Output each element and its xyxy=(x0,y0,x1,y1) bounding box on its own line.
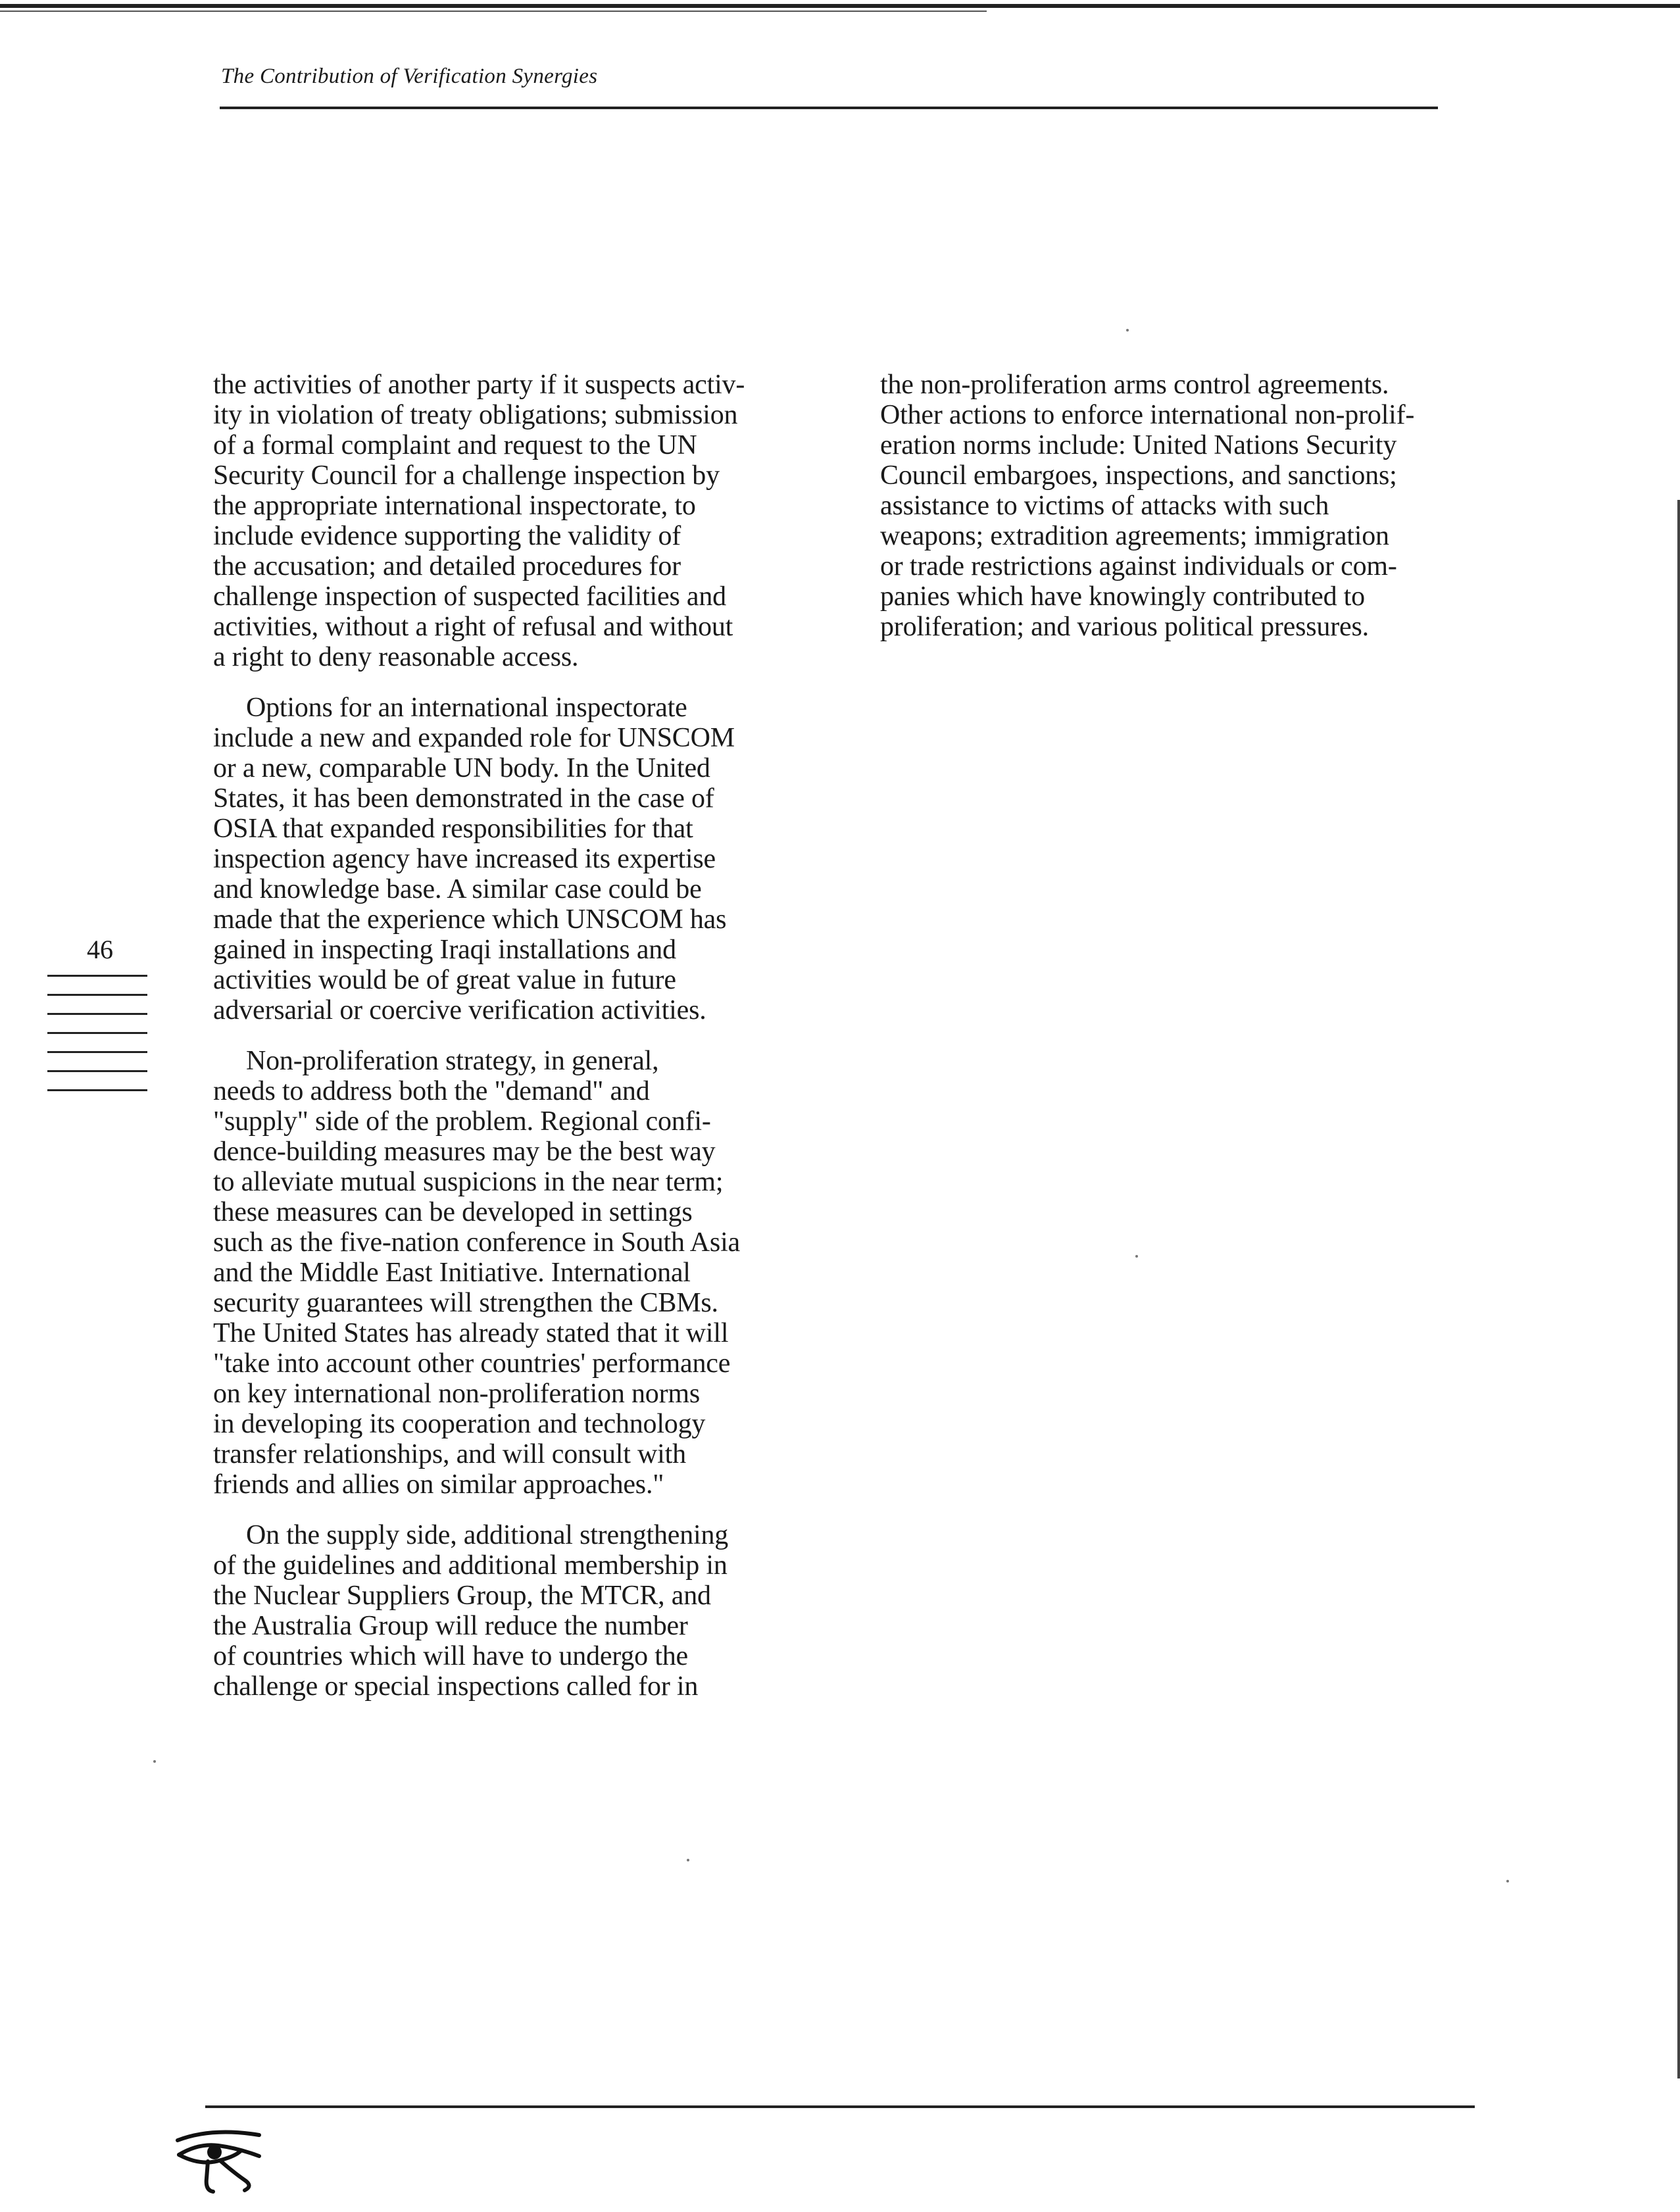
right-column xyxy=(880,370,1485,662)
text-line: the appropriate international inspectorate, to xyxy=(213,491,696,521)
footer-rule xyxy=(205,2105,1475,2108)
text-line: eration norms include: United Nations Security xyxy=(880,430,1397,460)
text-line: the activities of another party if it suspects activ- xyxy=(213,370,745,400)
scan-top-border-thin xyxy=(0,11,987,12)
text-line: gained in inspecting Iraqi installations and xyxy=(213,935,676,965)
text-line: of countries which will have to undergo the xyxy=(213,1641,688,1671)
text-line: panies which have knowingly contributed to xyxy=(880,581,1365,612)
margin-rule xyxy=(47,1051,147,1053)
text-line: and the Middle East Initiative. International xyxy=(213,1258,691,1288)
text-line: activities would be of great value in future xyxy=(213,965,676,995)
text-line: a right to deny reasonable access. xyxy=(213,642,579,672)
text-line: proliferation; and various political pressures. xyxy=(880,612,1369,642)
text-line: Non-proliferation strategy, in general, xyxy=(246,1046,659,1076)
text-line: security guarantees will strengthen the CBMs. xyxy=(213,1288,718,1318)
scan-edge-shadow xyxy=(1677,500,1680,2078)
margin-rules xyxy=(47,975,147,1108)
text-line: Security Council for a challenge inspection by xyxy=(213,460,720,491)
paragraph xyxy=(213,1046,812,1500)
left-column xyxy=(213,370,812,1722)
text-line: made that the experience which UNSCOM has xyxy=(213,904,727,935)
text-line: include a new and expanded role for UNSCOM xyxy=(213,723,735,753)
text-line: include evidence supporting the validity of xyxy=(213,521,681,551)
text-line: and knowledge base. A similar case could be xyxy=(213,874,702,904)
text-line: these measures can be developed in settings xyxy=(213,1197,693,1227)
text-line: adversarial or coercive verification activities. xyxy=(213,995,706,1025)
text-line: "supply" side of the problem. Regional confi- xyxy=(213,1106,711,1137)
text-line: the non-proliferation arms control agreements. xyxy=(880,370,1389,400)
margin-rule xyxy=(47,1013,147,1015)
text-line: friends and allies on similar approaches." xyxy=(213,1469,664,1500)
text-line: Options for an international inspectorate xyxy=(246,693,687,723)
margin-rule xyxy=(47,994,147,996)
scan-speck xyxy=(1506,1880,1509,1882)
text-line: "take into account other countries' performance xyxy=(213,1348,731,1379)
text-line: assistance to victims of attacks with such xyxy=(880,491,1329,521)
text-line: or trade restrictions against individuals or com- xyxy=(880,551,1397,581)
text-line: in developing its cooperation and technology xyxy=(213,1409,706,1439)
text-line: transfer relationships, and will consult with xyxy=(213,1439,686,1469)
text-line: OSIA that expanded responsibilities for that xyxy=(213,814,693,844)
text-line: the Nuclear Suppliers Group, the MTCR, and xyxy=(213,1581,711,1611)
text-line: the accusation; and detailed procedures for xyxy=(213,551,681,581)
text-line: Other actions to enforce international non-prolif- xyxy=(880,400,1415,430)
text-line: weapons; extradition agreements; immigration xyxy=(880,521,1389,551)
margin-rule xyxy=(47,1032,147,1034)
text-line: of a formal complaint and request to the UN xyxy=(213,430,697,460)
scan-speck xyxy=(153,1760,156,1763)
paragraph xyxy=(213,370,812,672)
scan-top-border xyxy=(0,4,1680,8)
text-line: needs to address both the "demand" and xyxy=(213,1076,650,1106)
text-line: ity in violation of treaty obligations; submission xyxy=(213,400,738,430)
page-number: 46 xyxy=(87,935,113,964)
text-line: Council embargoes, inspections, and sanctions; xyxy=(880,460,1397,491)
scan-speck xyxy=(687,1859,689,1861)
scan-speck xyxy=(1126,329,1129,332)
header-rule xyxy=(220,107,1438,109)
text-line: of the guidelines and additional membership in xyxy=(213,1550,728,1581)
text-line: to alleviate mutual suspicions in the near term; xyxy=(213,1167,724,1197)
text-line: inspection agency have increased its expertise xyxy=(213,844,716,874)
text-line: on key international non-proliferation norms xyxy=(213,1379,701,1409)
eye-of-horus-icon xyxy=(172,2126,264,2198)
text-line: or a new, comparable UN body. In the United xyxy=(213,753,710,783)
text-line: such as the five-nation conference in South Asia xyxy=(213,1227,740,1258)
text-line: States, it has been demonstrated in the case of xyxy=(213,783,714,814)
paragraph xyxy=(880,370,1485,642)
margin-rule xyxy=(47,1070,147,1072)
text-line: dence-building measures may be the best way xyxy=(213,1137,716,1167)
text-line: challenge inspection of suspected facilities and xyxy=(213,581,726,612)
paragraph xyxy=(213,1520,812,1702)
margin-rule xyxy=(47,975,147,977)
paragraph xyxy=(213,693,812,1025)
text-line: challenge or special inspections called for in xyxy=(213,1671,699,1702)
text-line: the Australia Group will reduce the number xyxy=(213,1611,688,1641)
margin-rule xyxy=(47,1089,147,1091)
text-line: The United States has already stated that it will xyxy=(213,1318,729,1348)
text-line: On the supply side, additional strengthening xyxy=(246,1520,729,1550)
text-line: activities, without a right of refusal and without xyxy=(213,612,733,642)
running-head: The Contribution of Verification Synergies xyxy=(221,64,598,88)
scan-speck xyxy=(1135,1255,1138,1258)
